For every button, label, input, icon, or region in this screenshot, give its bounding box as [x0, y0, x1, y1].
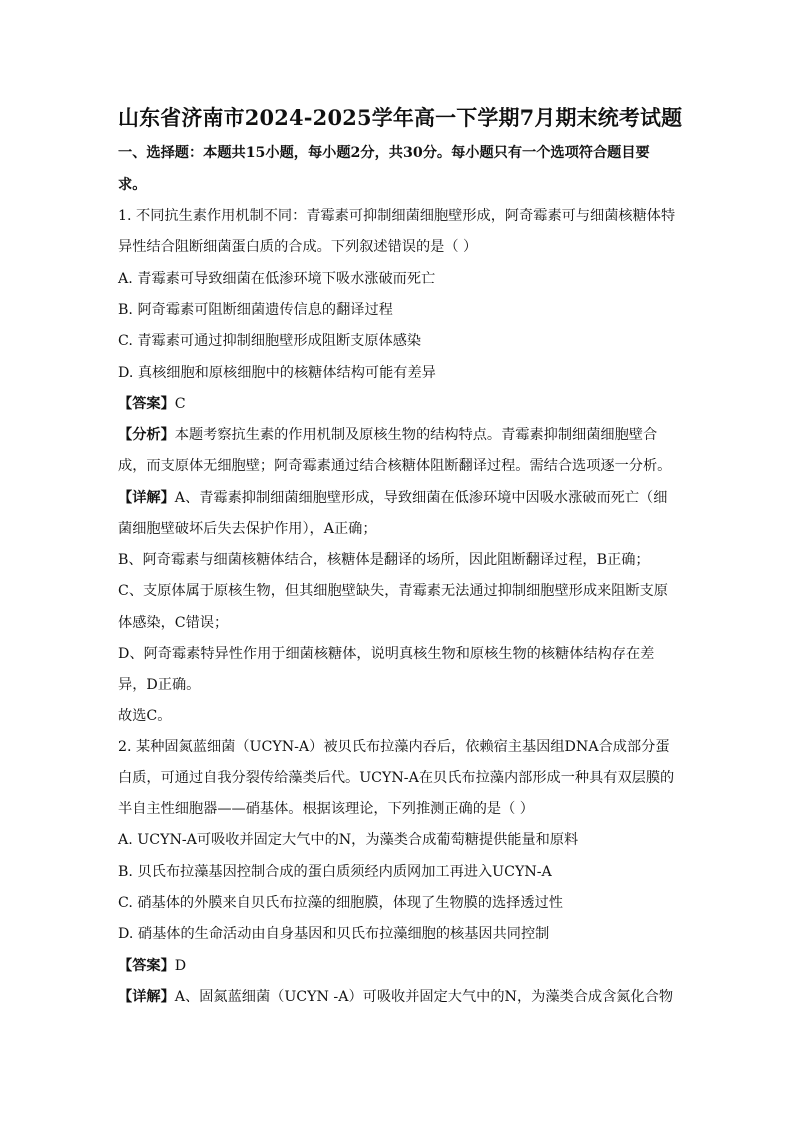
q1-detail-line-2: 菌细胞壁破坏后失去保护作用），A正确；: [118, 521, 377, 537]
q1-analysis-line-2: 成，而支原体无细胞壁；阿奇霉素通过结合核糖体阻断翻译过程。需结合选项逐一分析。: [118, 458, 672, 474]
q1-detail-line-4: C、支原体属于原核生物，但其细胞壁缺失，青霉素无法通过抑制细胞壁形成来阻断支原: [118, 583, 668, 599]
q1-answer: [118, 394, 186, 414]
q2-option-a: A. UCYN-A可吸收并固定大气中的N，为藻类合成葡萄糖提供能量和原料: [118, 832, 579, 848]
q1-analysis-line-1: [118, 425, 657, 445]
q1-detail-line-1: [118, 488, 667, 508]
q2-stem-line-3: 半自主性细胞器——硝基体。根据该理论，下列推测正确的是（ ）: [118, 801, 534, 817]
q1-conclusion: 故选C。: [118, 708, 172, 724]
answer-value: D: [174, 958, 187, 974]
q2-answer: [118, 956, 186, 976]
detail-tag: 【详解】: [118, 490, 175, 506]
q1-stem-line-1: 1. 不同抗生素作用机制不同：青霉素可抑制细菌细胞壁形成，阿奇霉素可与细菌核糖体特: [118, 208, 676, 224]
q2-stem-line-1: 2. 某种固氮蓝细菌（UCYN-A）被贝氏布拉藻内吞后，依赖宿主基因组DNA合成部分蛋: [118, 739, 670, 755]
q2-option-c: C. 硝基体的外膜来自贝氏布拉藻的细胞膜，体现了生物膜的选择透过性: [118, 895, 563, 911]
detail-text: A、固氮蓝细菌（UCYN -A）可吸收并固定大气中的N，为藻类合成含氮化合物: [174, 989, 674, 1005]
q2-detail-line-1: [118, 987, 673, 1007]
answer-tag: 【答案】: [118, 958, 175, 974]
q1-option-c: C. 青霉素可通过抑制细胞壁形成阻断支原体感染: [118, 333, 422, 349]
q1-detail-line-7: 异，D正确。: [118, 677, 201, 693]
detail-text: A、青霉素抑制细菌细胞壁形成，导致细菌在低渗环境中因吸水涨破而死亡（细: [174, 490, 668, 506]
q1-option-a: A. 青霉素可导致细菌在低渗环境下吸水涨破而死亡: [118, 271, 436, 287]
section-heading-line-1: 一、选择题：本题共15小题，每小题2分，共30分。每小题只有一个选项符合题目要: [118, 145, 650, 161]
q1-detail-line-6: D、阿奇霉素特异性作用于细菌核糖体，说明真核生物和原核生物的核糖体结构存在差: [118, 646, 655, 662]
section-heading-line-2: 求。: [118, 177, 147, 193]
q2-stem-line-2: 白质，可通过自我分裂传给藻类后代。UCYN-A在贝氏布拉藻内部形成一种具有双层膜的: [118, 770, 675, 786]
q1-stem-line-2: 异性结合阻断细菌蛋白质的合成。下列叙述错误的是（ ）: [118, 239, 478, 255]
q2-option-b: B. 贝氏布拉藻基因控制合成的蛋白质须经内质网加工再进入UCYN-A: [118, 864, 552, 880]
analysis-tag: 【分析】: [118, 427, 175, 443]
answer-value: C: [174, 396, 186, 412]
answer-tag: 【答案】: [118, 396, 175, 412]
q1-detail-line-3: B、阿奇霉素与细菌核糖体结合，核糖体是翻译的场所，因此阻断翻译过程，B正确；: [118, 552, 650, 568]
q1-option-b: B. 阿奇霉素可阻断细菌遗传信息的翻译过程: [118, 302, 393, 318]
q2-option-d: D. 硝基体的生命活动由自身基因和贝氏布拉藻细胞的核基因共同控制: [118, 926, 550, 942]
page-title: 山东省济南市2024-2025学年高一下学期7月期末统考试题: [118, 105, 683, 130]
analysis-text: 本题考察抗生素的作用机制及原核生物的结构特点。青霉素抑制细菌细胞壁合: [174, 427, 658, 443]
detail-tag: 【详解】: [118, 989, 175, 1005]
q1-detail-line-5: 体感染，C错误；: [118, 615, 229, 631]
q1-option-d: D. 真核细胞和原核细胞中的核糖体结构可能有差异: [118, 365, 436, 381]
